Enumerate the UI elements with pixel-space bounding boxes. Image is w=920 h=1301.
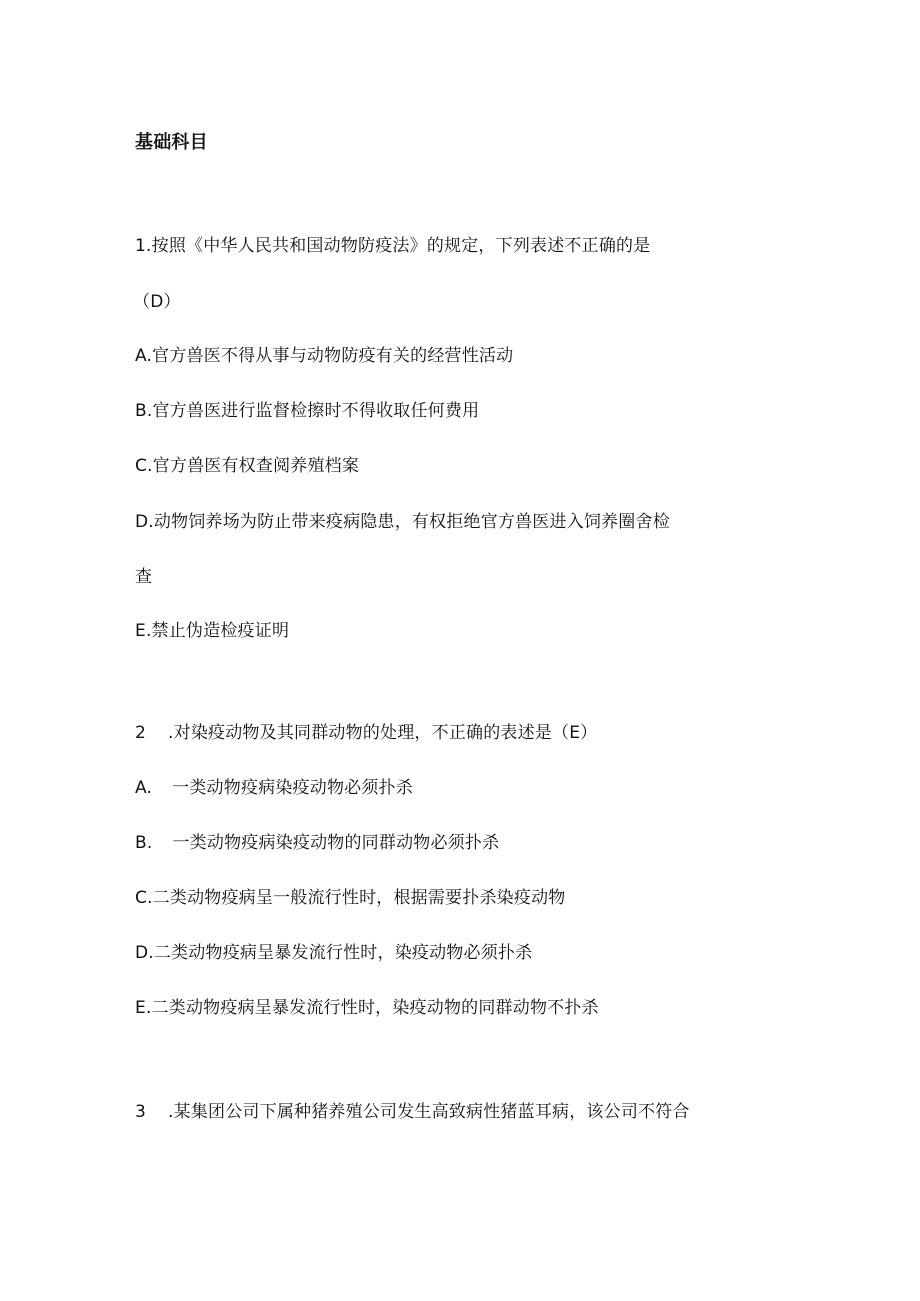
question-2-option-c: C.二类动物疫病呈一般流行性时，根据需要扑杀染疫动物 — [135, 888, 566, 908]
question-1-stem — [135, 235, 650, 257]
question-1-number: 1. — [135, 236, 152, 256]
question-2-stem — [135, 722, 597, 744]
question-2-option-b — [135, 832, 499, 854]
question-1-option-e: E.禁止伪造检疫证明 — [135, 621, 290, 641]
question-2-option-b-text: 一类动物疫病染疫动物的同群动物必须扑杀 — [172, 833, 500, 853]
question-1-option-a: A.官方兽医不得从事与动物防疫有关的经营性活动 — [135, 346, 514, 366]
question-2-number: 2 — [135, 723, 147, 743]
question-1-stem-text: 按照《中华人民共和国动物防疫法》的规定，下列表述不正确的是 — [151, 236, 651, 256]
question-1-option-c: C.官方兽医有权查阅养殖档案 — [135, 456, 360, 476]
question-2-option-a-text: 一类动物疫病染疫动物必须扑杀 — [172, 778, 413, 798]
question-2-option-a — [135, 777, 413, 799]
question-1-option-d: D.动物饲养场为防止带来疫病隐患，有权拒绝官方兽医进入饲养圈舍检 — [135, 512, 670, 532]
question-3-stem — [135, 1101, 690, 1123]
question-2-stem-text: .对染疫动物及其同群动物的处理，不正确的表述是（E） — [168, 723, 598, 743]
question-3-stem-text: .某集团公司下属种猪养殖公司发生高致病性猪蓝耳病，该公司不符合 — [168, 1102, 690, 1122]
document-title: 基础科目 — [135, 132, 208, 153]
question-1-option-d-continued: 查 — [135, 567, 153, 587]
question-2-option-a-letter: A. — [135, 778, 153, 798]
question-1-answer: （D） — [133, 292, 181, 312]
question-1-option-b: B.官方兽医进行监督检擦时不得收取任何费用 — [135, 401, 480, 421]
question-2-option-b-letter: B. — [135, 833, 153, 853]
question-3-number: 3 — [135, 1102, 147, 1122]
question-2-option-e: E.二类动物疫病呈暴发流行性时，染疫动物的同群动物不扑杀 — [135, 998, 599, 1018]
question-2-option-d: D.二类动物疫病呈暴发流行性时，染疫动物必须扑杀 — [135, 943, 533, 963]
